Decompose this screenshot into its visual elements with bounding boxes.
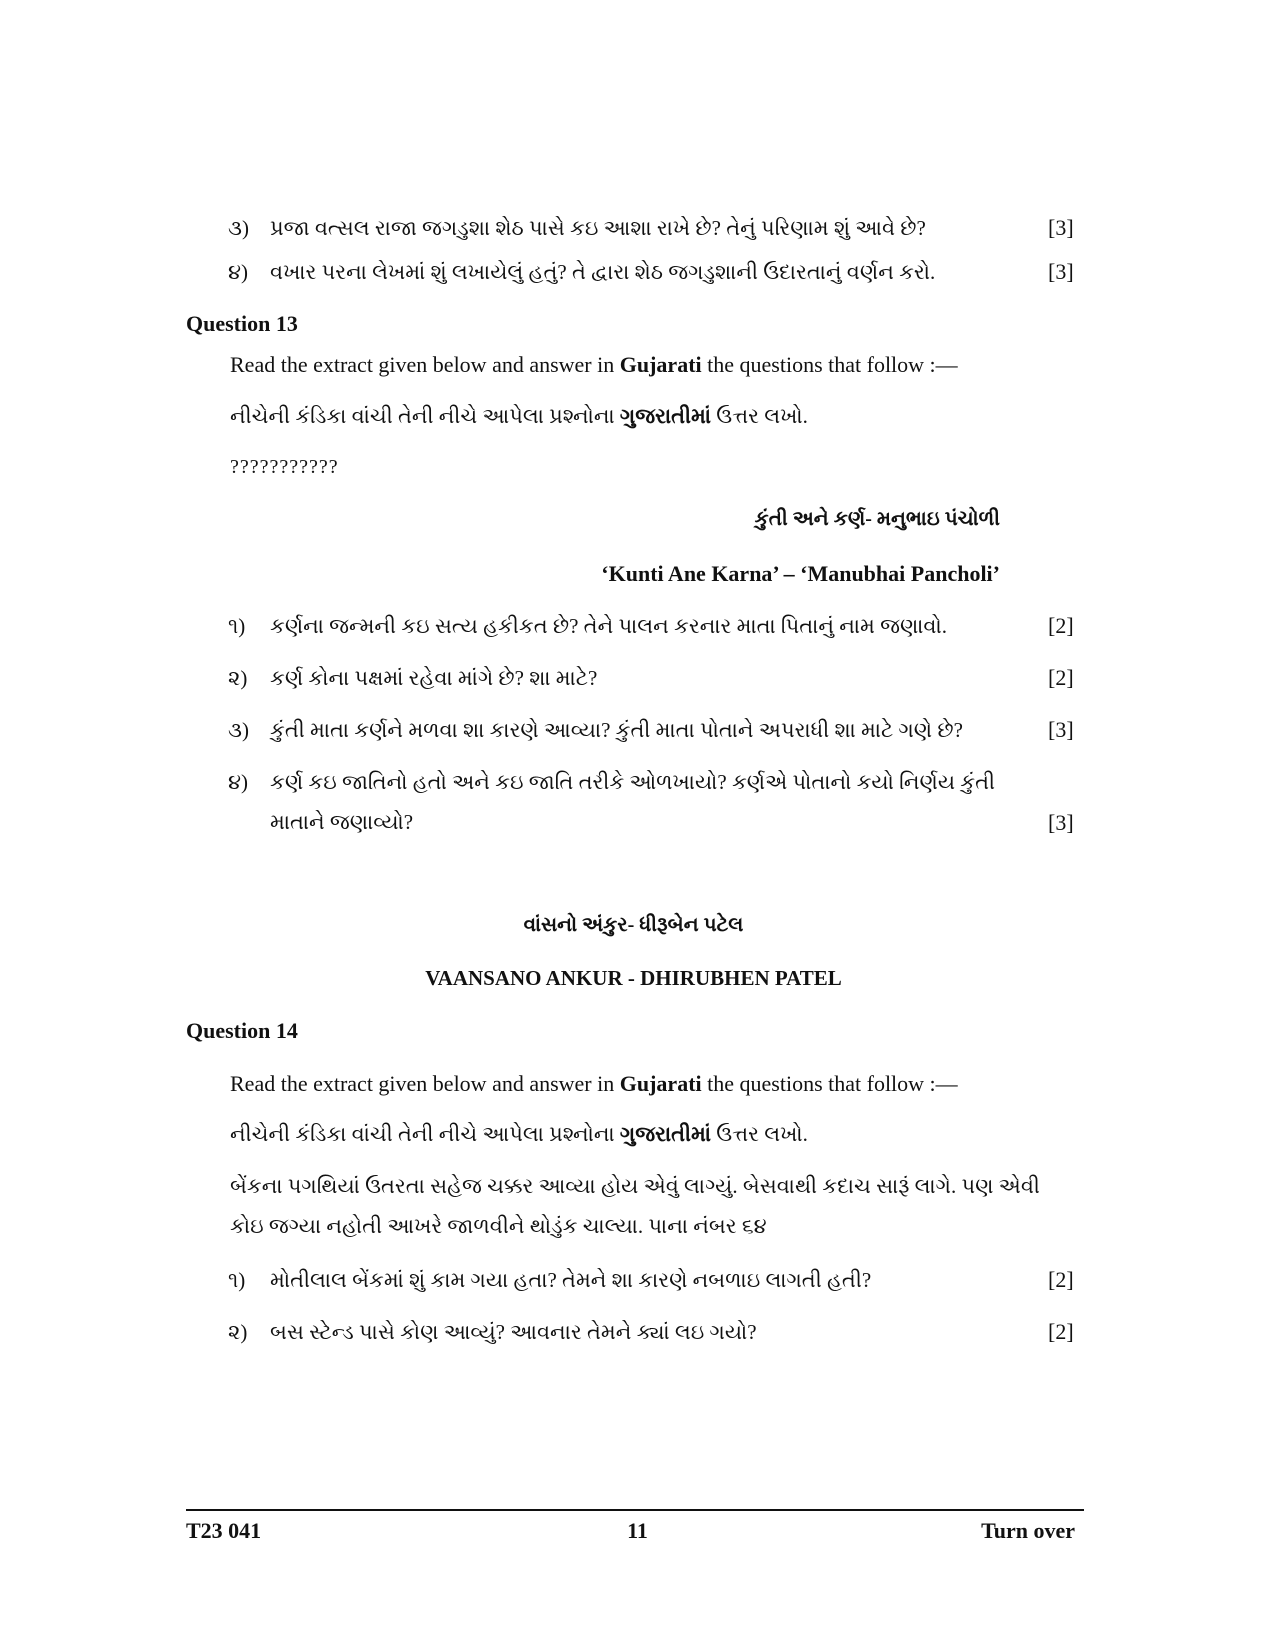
item-text: મોતીલાલ બેંકમાં શું કામ ગયા હતા? તેમને શા કારણે નબળાઇ લાગતી હતી? (270, 1268, 872, 1292)
section-title-gujarati: વાંસનો અંકુર- ધીરૂબેન પટેલ (523, 914, 744, 936)
item-number: ૪) (228, 260, 249, 284)
item-text: વખાર પરના લેખમાં શું લખાયેલું હતું? તે દ્વારા શેઠ જગડુશાની ઉદારતાનું વર્ણન કરો. (270, 260, 936, 284)
item-number: ૨) (228, 666, 248, 690)
item-text: કર્ણ કઇ જાતિનો હતો અને કઇ જાતિ તરીકે ઓળખાયો? કર્ણએ પોતાનો કયો નિર્ણય કુંતી (270, 770, 996, 794)
instruction-text: Read the extract given below and answer in (230, 352, 620, 377)
marks: [3] (1048, 810, 1074, 835)
q14-instruction (230, 1071, 958, 1097)
question-14-heading: Question 14 (186, 1018, 298, 1043)
marks: [2] (1048, 1267, 1074, 1292)
q14-extract-line-1: બેંકના પગથિયાં ઉતરતા સહેજ ચક્કર આવ્યા હોય એવું લાગ્યું. બેસવાથી કદાચ સારૂં લાગે. પણ એવી (230, 1174, 1040, 1198)
q14-extract-line-2: કોઇ જગ્યા નહોતી આખરે જાળવીને થોડુંક ચાલ્યા. પાના નંબર ૬૪ (230, 1214, 767, 1238)
item-number: ૨) (228, 1320, 248, 1344)
item-text: બસ સ્ટેન્ડ પાસે કોણ આવ્યું? આવનાર તેમને ક્યાં લઇ ગયો? (270, 1320, 757, 1344)
instruction-bold: Gujarati (619, 352, 702, 377)
instruction-bold: ગુજરાતીમાં (619, 1122, 711, 1146)
turn-over-label: Turn over (981, 1518, 1075, 1543)
question-13-heading: Question 13 (186, 311, 298, 336)
page-number: 11 (627, 1518, 648, 1543)
instruction-bold: ગુજરાતીમાં (619, 404, 711, 428)
q13-title-english: ‘Kunti Ane Karna’ – ‘Manubhai Pancholi’ (601, 561, 1000, 586)
instruction-text: ઉત્તર લખો. (711, 1122, 808, 1146)
item-text: માતાને જણાવ્યો? (270, 810, 414, 834)
item-text: પ્રજા વત્સલ રાજા જગડુશા શેઠ પાસે કઇ આશા રાખે છે? તેનું પરિણામ શું આવે છે? (270, 216, 926, 240)
q13-title-gujarati: કુંતી અને કર્ણ- મનુભાઇ પંચોળી (754, 508, 1000, 530)
q13-instruction (230, 352, 958, 378)
marks: [3] (1048, 259, 1074, 284)
item-text: કર્ણના જન્મની કઇ સત્ય હકીકત છે? તેને પાલન કરનાર માતા પિતાનું નામ જણાવો. (270, 614, 948, 638)
marks: [2] (1048, 1319, 1074, 1344)
section-title-english: VAANSANO ANKUR - DHIRUBHEN PATEL (425, 966, 842, 990)
item-number: ૩) (228, 216, 249, 240)
item-number: ૧) (228, 1268, 246, 1292)
q14-gujarati-instruction (230, 1122, 808, 1147)
instruction-text: નીચેની કંડિકા વાંચી તેની નીચે આપેલા પ્રશ્નોના (230, 1122, 620, 1146)
item-number: ૧) (228, 614, 246, 638)
item-text: કર્ણ કોના પક્ષમાં રહેવા માંગે છે? શા માટે? (270, 666, 598, 690)
marks: [3] (1048, 717, 1074, 742)
marks: [3] (1048, 215, 1074, 240)
item-text: કુંતી માતા કર્ણને મળવા શા કારણે આવ્યા? કુંતી માતા પોતાને અપરાધી શા માટે ગણે છે? (270, 718, 963, 742)
instruction-text: the questions that follow :— (701, 352, 958, 377)
instruction-text: the questions that follow :— (701, 1071, 958, 1096)
item-number: ૩) (228, 718, 249, 742)
instruction-text: ઉત્તર લખો. (711, 404, 808, 428)
marks: [2] (1048, 665, 1074, 690)
instruction-text: નીચેની કંડિકા વાંચી તેની નીચે આપેલા પ્રશ્નોના (230, 404, 620, 428)
q13-extract: ??????????? (230, 456, 339, 478)
footer-divider (186, 1509, 1084, 1511)
marks: [2] (1048, 613, 1074, 638)
paper-code: T23 041 (186, 1518, 262, 1543)
q13-gujarati-instruction (230, 404, 808, 429)
instruction-bold: Gujarati (619, 1071, 702, 1096)
item-number: ૪) (228, 770, 249, 794)
instruction-text: Read the extract given below and answer in (230, 1071, 620, 1096)
